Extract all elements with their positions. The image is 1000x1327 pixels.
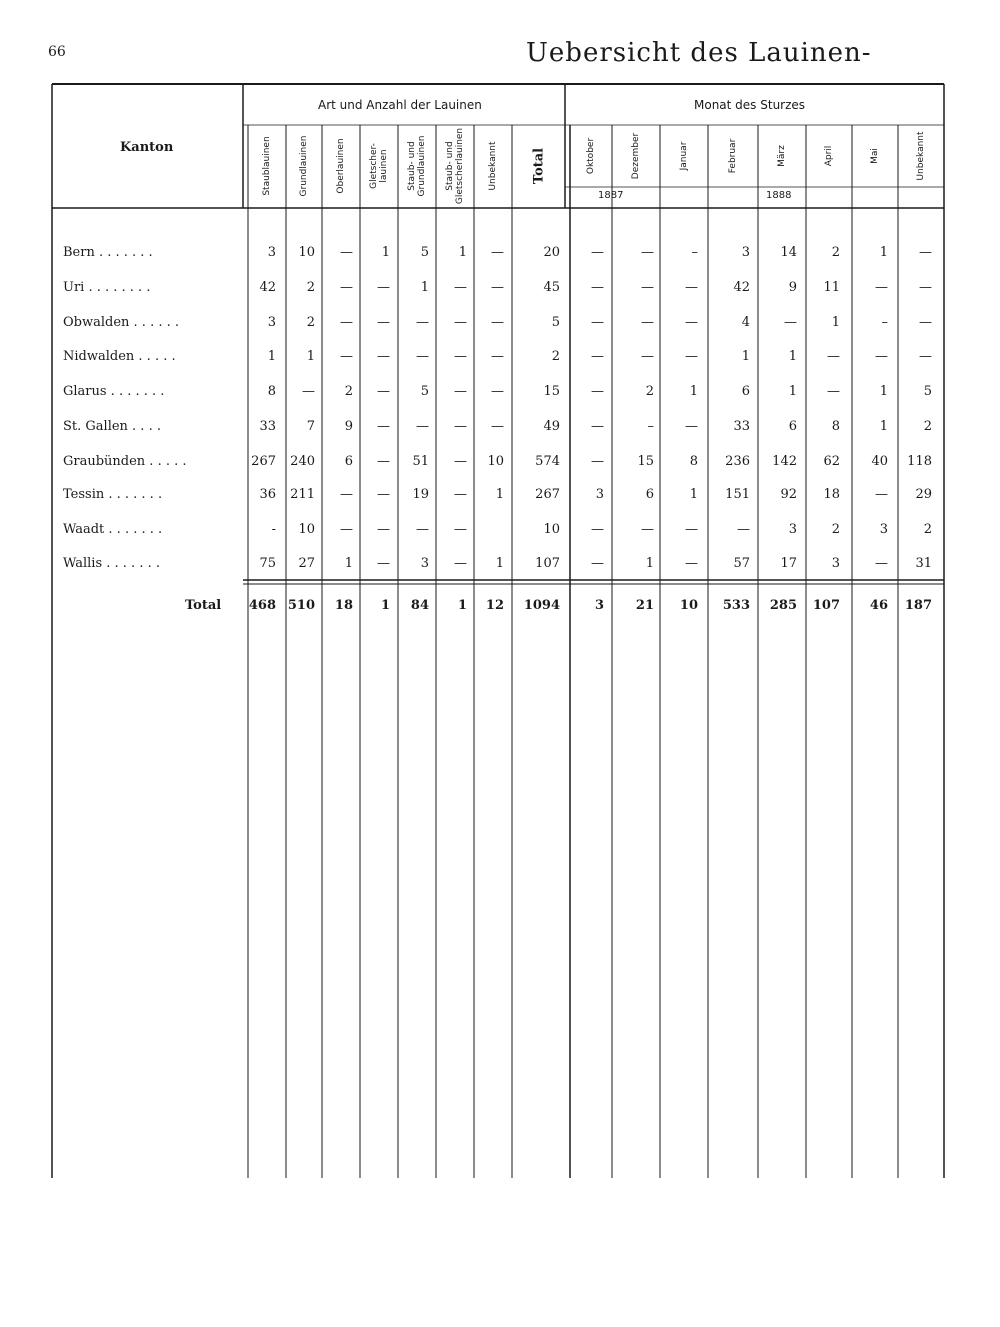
table-cell: 9: [344, 419, 353, 434]
header-year-1888: 1888: [766, 190, 792, 201]
table-cell: —: [919, 349, 932, 364]
table-cell: —: [685, 522, 698, 537]
total-cell: 187: [904, 598, 932, 613]
table-cell: 10: [543, 522, 560, 537]
table-cell: 10: [487, 454, 504, 469]
header-col-staublauinen: Staublauinen: [262, 136, 272, 196]
table-cell: 1: [344, 556, 353, 571]
table-cell: —: [591, 419, 604, 434]
table-cell: 7: [306, 419, 315, 434]
table-cell: 8: [267, 384, 276, 399]
header-col-staub-gletscher: Staub- und Gletscherlauinen: [445, 127, 465, 205]
table-cell: —: [827, 384, 840, 399]
table-cell: 92: [780, 487, 797, 502]
table-cell: —: [416, 522, 429, 537]
header-col-total: Total: [531, 147, 547, 185]
total-cell: 46: [869, 598, 888, 613]
table-cell: 1: [306, 349, 315, 364]
table-cell: 1: [689, 487, 698, 502]
table-cell: —: [377, 349, 390, 364]
table-cell: 2: [923, 419, 932, 434]
table-cell: 3: [420, 556, 429, 571]
table-cell: —: [491, 280, 504, 295]
table-cell: —: [416, 349, 429, 364]
table-cell: 2: [831, 522, 840, 537]
table-cell: 49: [543, 419, 560, 434]
table-cell: 31: [915, 556, 932, 571]
table-cell: —: [454, 522, 467, 537]
header-col-grundlauinen: Grundlauinen: [299, 135, 309, 197]
row-kanton-label: Glarus . . . . . . .: [63, 384, 165, 399]
header-col-januar: Januar: [679, 141, 689, 171]
page-title: Uebersicht des Lauinen-: [526, 38, 872, 68]
table-cell: -: [271, 522, 276, 537]
header-col-unbekannt: Unbekannt: [488, 141, 498, 191]
table-cell: 1: [495, 556, 504, 571]
table-cell: 267: [535, 487, 560, 502]
table-cell: 5: [420, 384, 429, 399]
table-cell: —: [919, 280, 932, 295]
header-col-month-unbekannt: Unbekannt: [916, 131, 926, 181]
table-cell: —: [340, 245, 353, 260]
table-cell: 3: [267, 245, 276, 260]
total-cell: 3: [594, 598, 604, 613]
total-cell: 1: [457, 598, 467, 613]
table-cell: —: [340, 487, 353, 502]
table-cell: —: [685, 349, 698, 364]
table-cell: 36: [259, 487, 276, 502]
table-cell: —: [377, 315, 390, 330]
table-cell: —: [641, 349, 654, 364]
header-col-staub-grund: Staub- und Grundlauinen: [407, 135, 427, 197]
table-cell: 15: [543, 384, 560, 399]
row-kanton-label: Wallis . . . . . . .: [63, 556, 160, 571]
table-cell: 33: [259, 419, 276, 434]
table-cell: —: [641, 315, 654, 330]
table-cell: —: [340, 280, 353, 295]
table-cell: —: [454, 280, 467, 295]
table-cell: 236: [725, 454, 750, 469]
table-cell: —: [377, 556, 390, 571]
table-cell: 2: [645, 384, 654, 399]
header-group-types: Art und Anzahl der Lauinen: [318, 98, 482, 112]
table-cell: 1: [879, 419, 888, 434]
row-kanton-label: Graubünden . . . . .: [63, 454, 187, 469]
total-cell: 10: [679, 598, 698, 613]
table-cell: 151: [725, 487, 750, 502]
table-cell: —: [875, 280, 888, 295]
table-cell: 211: [290, 487, 315, 502]
header-col-februar: Februar: [728, 138, 738, 174]
total-cell: 1: [380, 598, 390, 613]
table-cell: 45: [543, 280, 560, 295]
row-kanton-label: St. Gallen . . . .: [63, 419, 161, 434]
header-col-oberlauinen: Oberlauinen: [336, 138, 346, 194]
table-cell: 19: [412, 487, 429, 502]
table-cell: —: [784, 315, 797, 330]
table-cell: 2: [551, 349, 560, 364]
table-cell: —: [591, 556, 604, 571]
table-cell: 1: [879, 245, 888, 260]
table-cell: —: [454, 487, 467, 502]
table-cell: —: [377, 487, 390, 502]
table-cell: —: [875, 487, 888, 502]
row-kanton-label: Obwalden . . . . . .: [63, 315, 179, 330]
table-cell: —: [591, 245, 604, 260]
table-cell: –: [647, 419, 654, 434]
table-cell: —: [875, 556, 888, 571]
table-cell: 4: [741, 315, 750, 330]
table-cell: 15: [637, 454, 654, 469]
table-cell: 6: [645, 487, 654, 502]
table-cell: —: [591, 315, 604, 330]
header-col-oktober: Oktober: [586, 137, 596, 175]
table-cell: —: [491, 349, 504, 364]
table-cell: 2: [831, 245, 840, 260]
table-cell: 3: [879, 522, 888, 537]
table-cell: 5: [923, 384, 932, 399]
table-cell: —: [491, 384, 504, 399]
table-cell: —: [737, 522, 750, 537]
table-cell: —: [454, 315, 467, 330]
row-kanton-label: Uri . . . . . . . .: [63, 280, 151, 295]
table-cell: —: [377, 419, 390, 434]
table-cell: 10: [298, 245, 315, 260]
table-cell: –: [691, 245, 698, 260]
table-cell: —: [416, 315, 429, 330]
total-cell: 533: [722, 598, 750, 613]
table-cell: 142: [772, 454, 797, 469]
total-cell: 510: [287, 598, 315, 613]
table-cell: –: [881, 315, 888, 330]
table-cell: 267: [251, 454, 276, 469]
table-cell: 57: [733, 556, 750, 571]
table-cell: 8: [689, 454, 698, 469]
table-cell: —: [454, 419, 467, 434]
table-cell: 11: [823, 280, 840, 295]
table-cell: —: [416, 419, 429, 434]
table-cell: 240: [290, 454, 315, 469]
header-col-maerz: März: [777, 145, 787, 167]
header-col-dezember: Dezember: [631, 132, 641, 180]
table-cell: —: [377, 280, 390, 295]
table-cell: —: [454, 384, 467, 399]
table-cell: —: [454, 454, 467, 469]
table-cell: 6: [741, 384, 750, 399]
table-cell: 29: [915, 487, 932, 502]
table-cell: 1: [267, 349, 276, 364]
header-col-april: April: [824, 145, 834, 167]
table-cell: 1: [381, 245, 390, 260]
table-cell: 574: [535, 454, 560, 469]
table-cell: 14: [780, 245, 797, 260]
table-cell: 3: [788, 522, 797, 537]
table-cell: —: [641, 522, 654, 537]
table-cell: —: [875, 349, 888, 364]
table-cell: —: [827, 349, 840, 364]
table-cell: 107: [535, 556, 560, 571]
header-year-1887: 1887: [598, 190, 624, 201]
header-group-months: Monat des Sturzes: [694, 98, 806, 112]
table-cell: 1: [788, 384, 797, 399]
header-kanton: Kanton: [120, 140, 174, 155]
table-cell: 17: [780, 556, 797, 571]
table-cell: 5: [551, 315, 560, 330]
table-cell: 6: [788, 419, 797, 434]
table-cell: 40: [871, 454, 888, 469]
table-cell: 1: [689, 384, 698, 399]
total-cell: 12: [485, 598, 504, 613]
total-cell: 18: [334, 598, 353, 613]
table-cell: 3: [741, 245, 750, 260]
table-cell: 118: [907, 454, 932, 469]
table-cell: 18: [823, 487, 840, 502]
total-cell: 84: [410, 598, 429, 613]
table-cell: 1: [645, 556, 654, 571]
table-cell: 1: [879, 384, 888, 399]
table-cell: —: [377, 454, 390, 469]
total-label: Total: [185, 598, 222, 613]
table-cell: 33: [733, 419, 750, 434]
table-cell: —: [491, 245, 504, 260]
table-cell: 20: [543, 245, 560, 260]
table-cell: 75: [259, 556, 276, 571]
table-cell: 10: [298, 522, 315, 537]
table-cell: —: [377, 522, 390, 537]
table-cell: 1: [420, 280, 429, 295]
table-cell: 3: [595, 487, 604, 502]
table-cell: —: [340, 315, 353, 330]
table-cell: 2: [923, 522, 932, 537]
header-col-mai: Mai: [870, 148, 880, 164]
table-cell: 2: [306, 315, 315, 330]
table-cell: 3: [831, 556, 840, 571]
total-cell: 1094: [523, 598, 560, 613]
total-cell: 285: [769, 598, 797, 613]
page-number: 66: [48, 44, 66, 60]
table-cell: —: [454, 556, 467, 571]
table-cell: 1: [495, 487, 504, 502]
table-cell: —: [377, 384, 390, 399]
table-cell: —: [591, 454, 604, 469]
table-cell: 3: [267, 315, 276, 330]
table-cell: —: [685, 280, 698, 295]
table-cell: 1: [788, 349, 797, 364]
table-cell: 42: [259, 280, 276, 295]
table-cell: 2: [306, 280, 315, 295]
table-cell: —: [454, 349, 467, 364]
table-cell: 5: [420, 245, 429, 260]
table-cell: 51: [412, 454, 429, 469]
table-cell: —: [491, 419, 504, 434]
table-cell: 62: [823, 454, 840, 469]
table-cell: 2: [344, 384, 353, 399]
header-col-gletscherlauinen: Gletscher- lauinen: [369, 143, 389, 189]
table-cell: —: [302, 384, 315, 399]
table-cell: —: [591, 280, 604, 295]
total-cell: 468: [248, 598, 276, 613]
table-cell: 27: [298, 556, 315, 571]
table-cell: —: [641, 245, 654, 260]
total-cell: 21: [635, 598, 654, 613]
table-cell: —: [491, 315, 504, 330]
row-kanton-label: Tessin . . . . . . .: [63, 487, 163, 502]
table-cell: —: [919, 245, 932, 260]
table-cell: —: [641, 280, 654, 295]
table-cell: —: [685, 419, 698, 434]
table-cell: 6: [344, 454, 353, 469]
table-cell: —: [340, 522, 353, 537]
table-cell: 9: [788, 280, 797, 295]
table-cell: 1: [831, 315, 840, 330]
row-kanton-label: Nidwalden . . . . .: [63, 349, 176, 364]
table-cell: 8: [831, 419, 840, 434]
table-cell: —: [591, 349, 604, 364]
total-cell: 107: [812, 598, 840, 613]
row-kanton-label: Waadt . . . . . . .: [63, 522, 163, 537]
table-cell: 1: [741, 349, 750, 364]
row-kanton-label: Bern . . . . . . .: [63, 245, 153, 260]
table-cell: —: [591, 522, 604, 537]
table-cell: —: [591, 384, 604, 399]
table-cell: 42: [733, 280, 750, 295]
table-cell: —: [919, 315, 932, 330]
table-cell: —: [685, 315, 698, 330]
table-cell: —: [685, 556, 698, 571]
table-cell: —: [340, 349, 353, 364]
table-cell: 1: [458, 245, 467, 260]
